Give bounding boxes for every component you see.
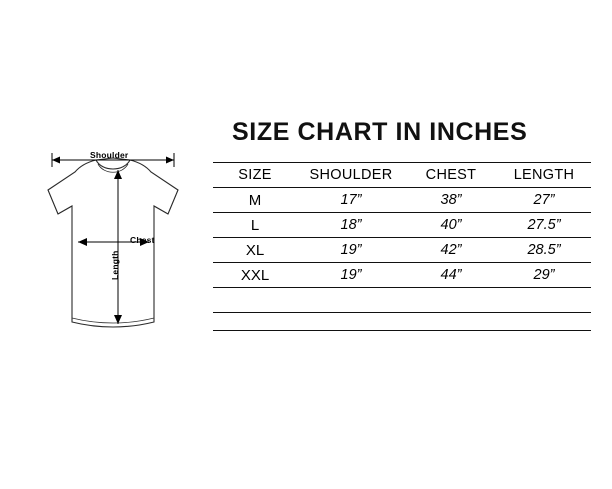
size-chart-table xyxy=(213,162,591,288)
header-cell-chest: CHEST xyxy=(405,163,497,188)
table-footer-rule-2 xyxy=(213,330,591,331)
length-measure-label: Length xyxy=(110,250,120,280)
cell-size: XL xyxy=(213,238,297,263)
shoulder-measure-label: Shoulder xyxy=(90,150,129,160)
cell-length: 27” xyxy=(497,188,591,213)
cell-length: 28.5” xyxy=(497,238,591,263)
header-cell-length: LENGTH xyxy=(497,163,591,188)
chest-measure-label: Chest xyxy=(130,235,155,245)
cell-length: 27.5” xyxy=(497,213,591,238)
table-row xyxy=(213,188,591,213)
table-row xyxy=(213,238,591,263)
t-shirt-diagram xyxy=(18,140,208,350)
cell-chest: 38” xyxy=(405,188,497,213)
cell-chest: 40” xyxy=(405,213,497,238)
cell-chest: 44” xyxy=(405,263,497,288)
cell-chest: 42” xyxy=(405,238,497,263)
cell-shoulder: 19” xyxy=(297,238,405,263)
cell-shoulder: 17” xyxy=(297,188,405,213)
table-row xyxy=(213,213,591,238)
header-cell-size: SIZE xyxy=(213,163,297,188)
cell-size: M xyxy=(213,188,297,213)
cell-size: L xyxy=(213,213,297,238)
cell-size: XXL xyxy=(213,263,297,288)
table-footer-rule-1 xyxy=(213,312,591,313)
table-header-row xyxy=(213,163,591,188)
chart-title: SIZE CHART IN INCHES xyxy=(232,118,528,146)
cell-shoulder: 18” xyxy=(297,213,405,238)
cell-length: 29” xyxy=(497,263,591,288)
cell-shoulder: 19” xyxy=(297,263,405,288)
table-row xyxy=(213,263,591,288)
t-shirt-illustration-svg xyxy=(18,140,208,350)
header-cell-shoulder: SHOULDER xyxy=(297,163,405,188)
